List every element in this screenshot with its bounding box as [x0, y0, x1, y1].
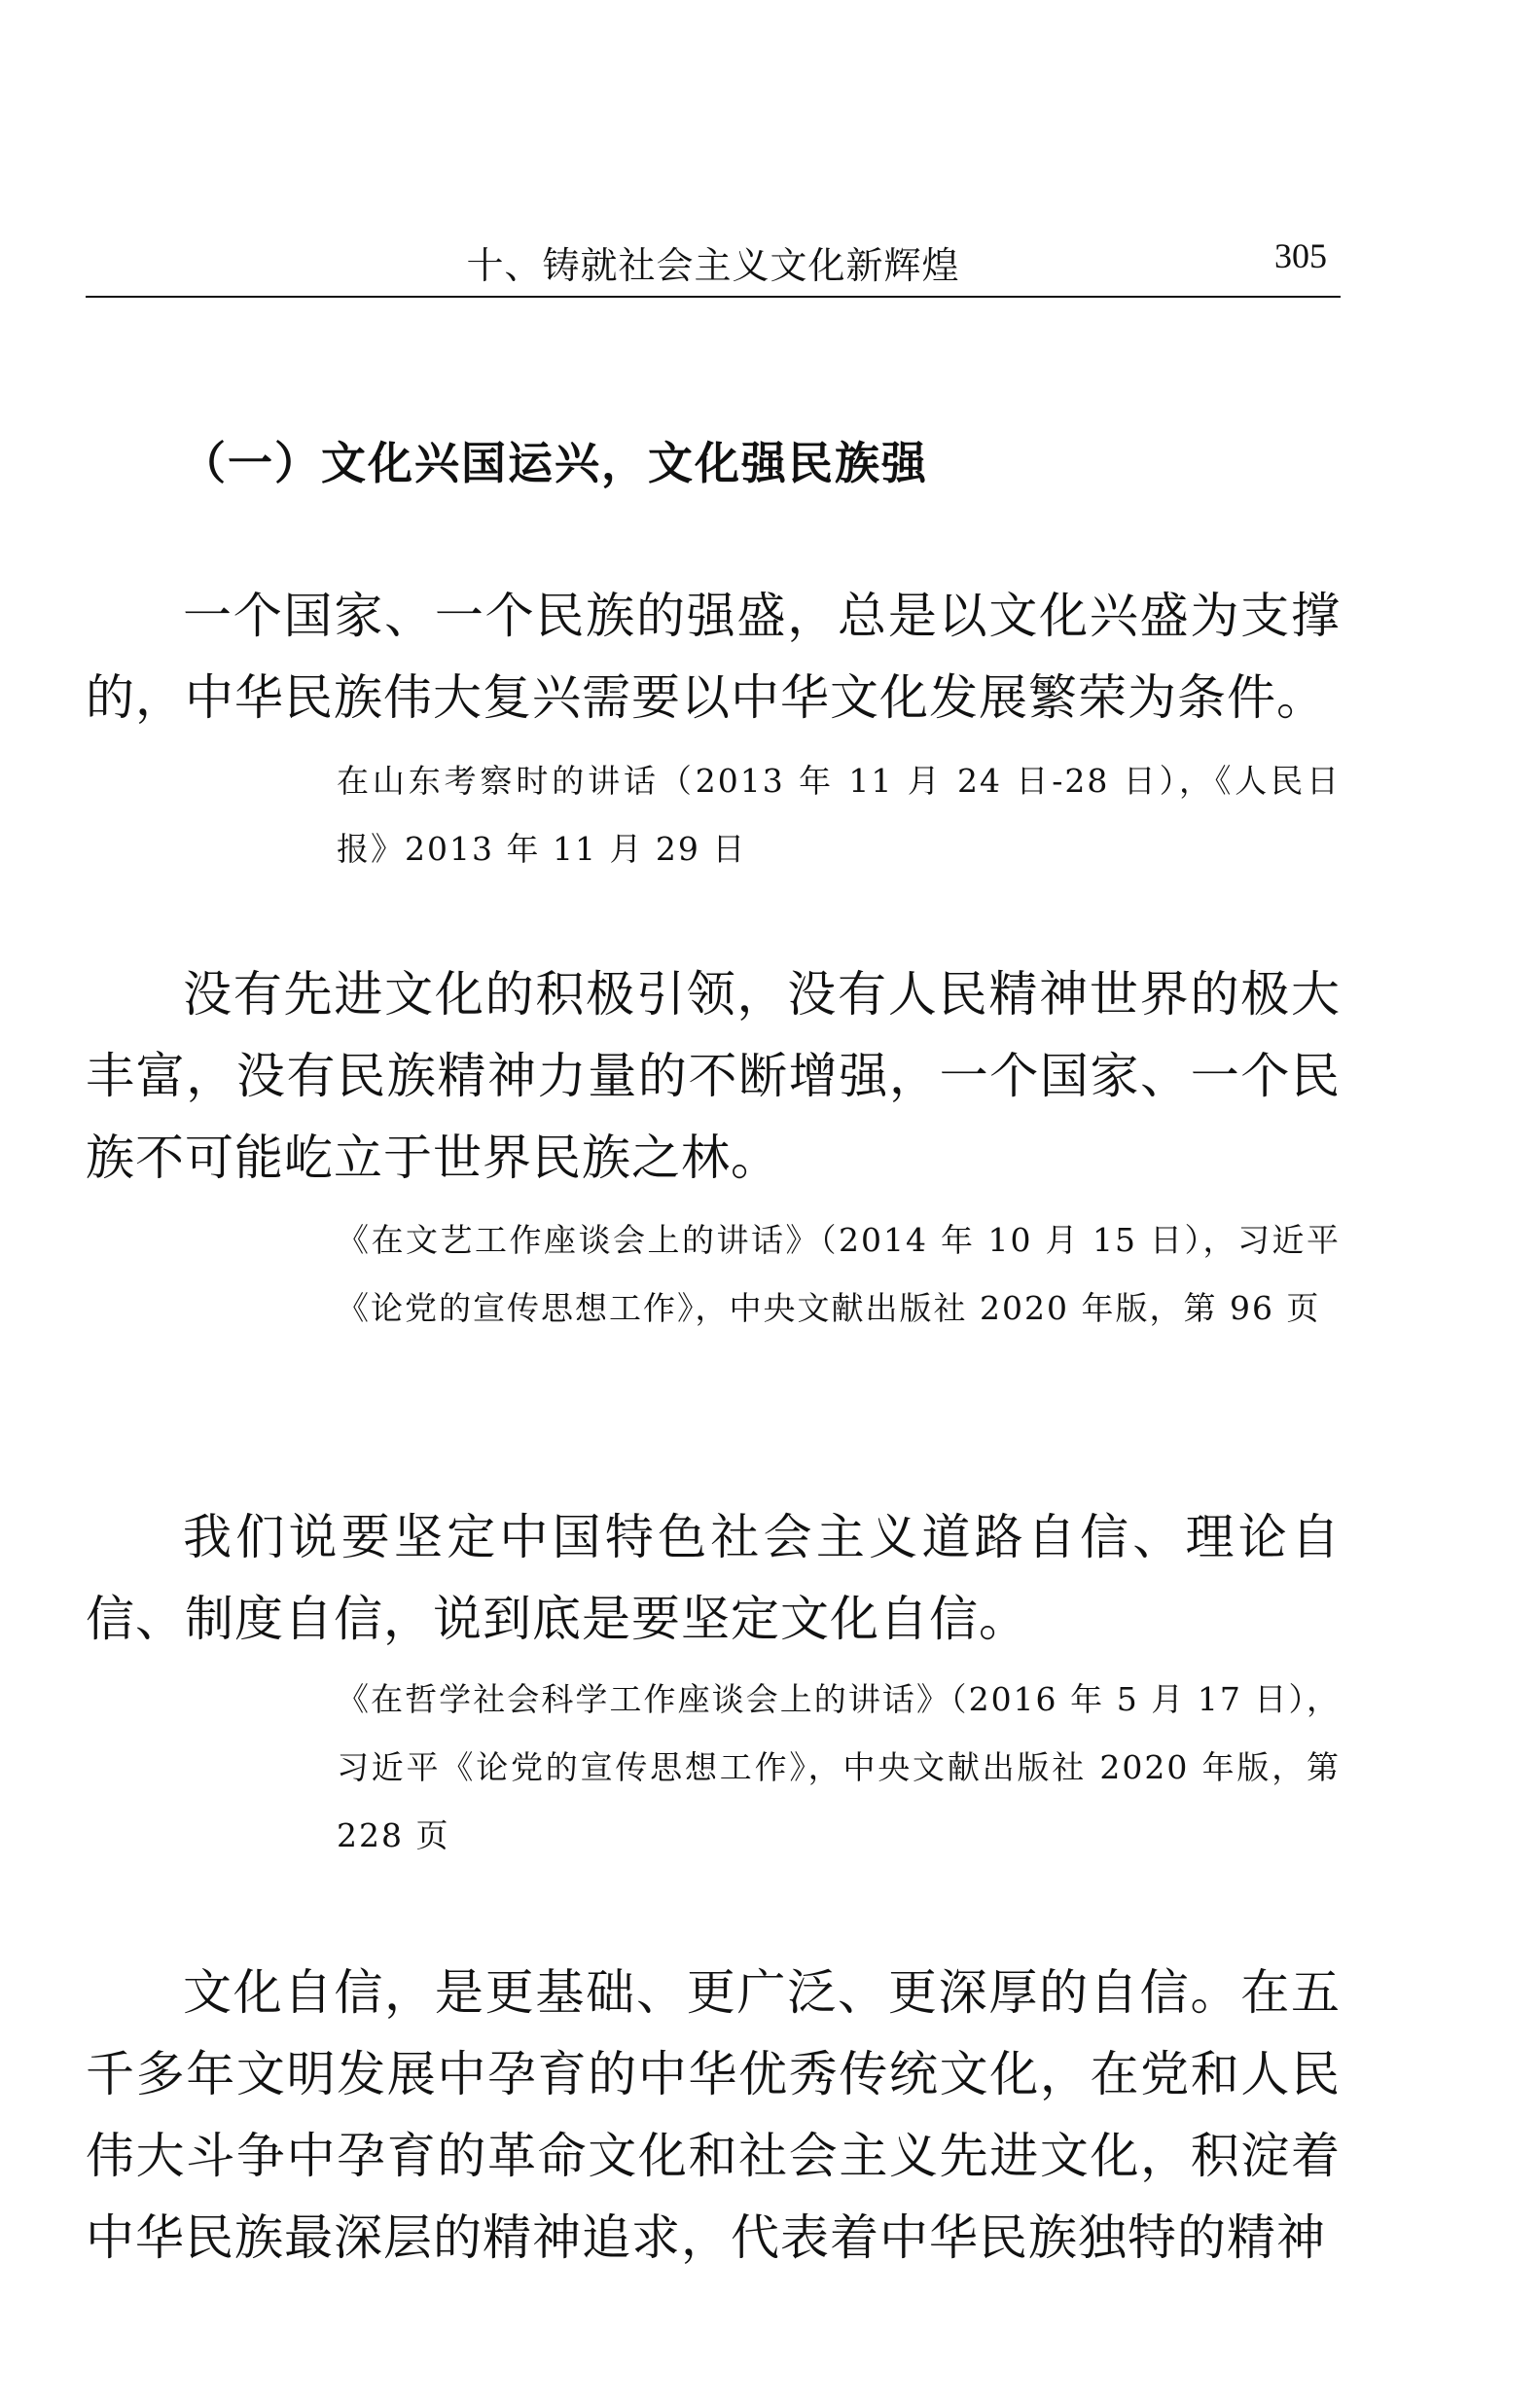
quote-paragraph-1: 一个国家、一个民族的强盛，总是以文化兴盛为支撑的，中华民族伟大复兴需要以中华文化发展繁荣为条件。	[86, 588, 1341, 726]
section-heading: （一）文化兴国运兴，文化强民族强	[181, 437, 928, 489]
quote-paragraph-4: 文化自信，是更基础、更广泛、更深厚的自信。在五千多年文明发展中孕育的中华优秀传统文化，在党和人民伟大斗争中孕育的革命文化和社会主义先进文化，积淀着中华民族最深层的精神追求，代表着中华民族独特的精神	[86, 1964, 1341, 2266]
quote-paragraph-2: 没有先进文化的积极引领，没有人民精神世界的极大丰富，没有民族精神力量的不断增强，一个国家、一个民族不可能屹立于世界民族之林。	[86, 966, 1341, 1186]
quote-source-2: 《在文艺工作座谈会上的讲话》（2014 年 10 月 15 日），习近平《论党的宣传思想工作》，中央文献出版社 2020 年版，第 96 页	[337, 1221, 1341, 1327]
quote-source-1: 在山东考察时的讲话（2013 年 11 月 24 日-28 日），《人民日报》2013 年 11 月 29 日	[337, 762, 1341, 868]
quote-source-3: 《在哲学社会科学工作座谈会上的讲话》（2016 年 5 月 17 日），习近平《论党的宣传思想工作》，中央文献出版社 2020 年版，第 228 页	[337, 1680, 1341, 1854]
quote-paragraph-3: 我们说要坚定中国特色社会主义道路自信、理论自信、制度自信，说到底是要坚定文化自信。	[86, 1509, 1341, 1647]
header-rule	[86, 296, 1341, 298]
running-head	[86, 230, 1341, 296]
chapter-title: 十、铸就社会主义文化新辉煌	[466, 244, 960, 287]
page-number: 305	[1274, 236, 1327, 275]
